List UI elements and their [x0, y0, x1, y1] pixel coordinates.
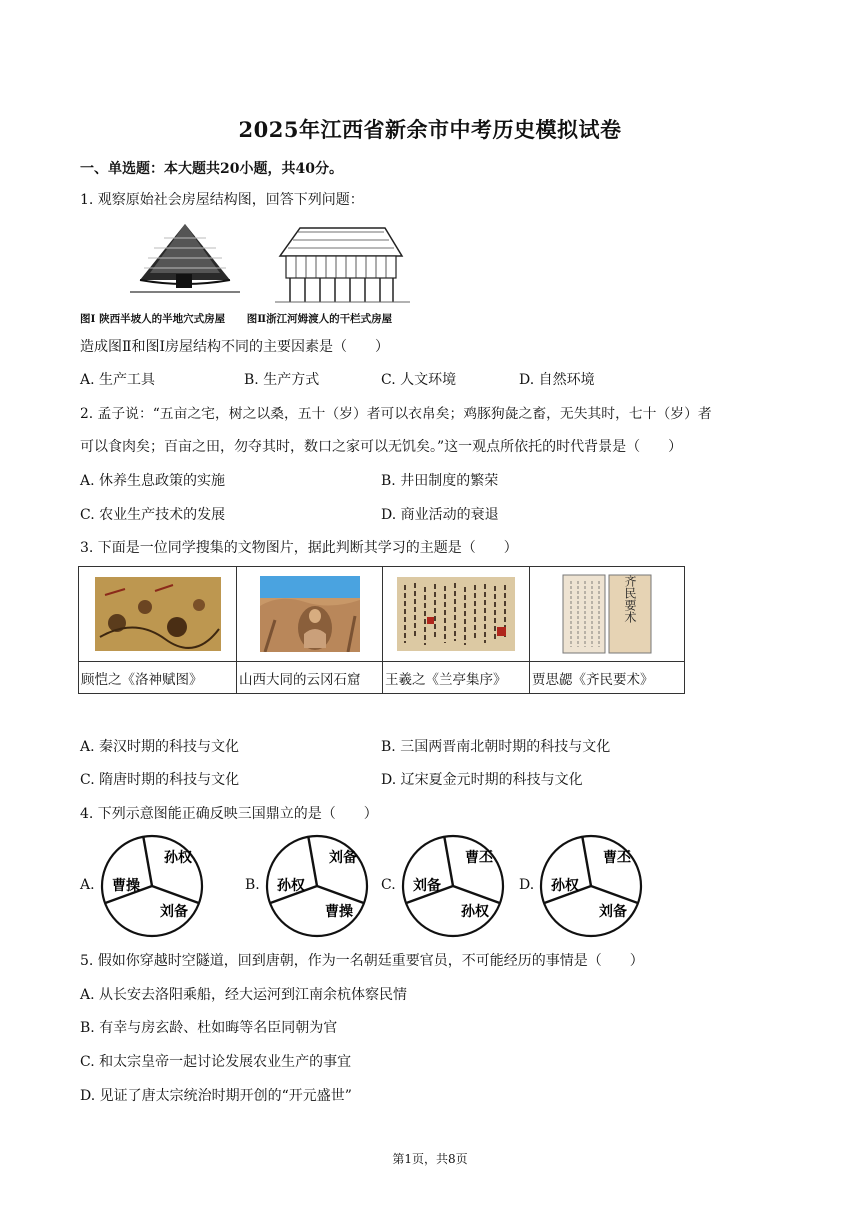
pie-label-top: 曹丕: [603, 850, 631, 866]
relic-image-cell: [383, 567, 530, 662]
caption-figure-2: 图Ⅱ浙江河姆渡人的干栏式房屋: [246, 313, 393, 325]
pie-label-top: 刘备: [329, 850, 357, 866]
q3-option-a[interactable]: A. 秦汉时期的科技与文化: [80, 739, 240, 755]
q2-stem-line-1: 2. 孟子说：“五亩之宅，树之以桑，五十（岁）者可以衣帛矣；鸡豚狗彘之畜，无失其时，七十（岁）者: [80, 406, 712, 422]
q1-option-c[interactable]: C. 人文环境: [381, 372, 457, 388]
q5-option-c[interactable]: C. 和太宗皇帝一起讨论发展农业生产的事宜: [80, 1054, 352, 1070]
page-title: 2025年江西省新余市中考历史模拟试卷: [238, 117, 622, 142]
relic-image-cell: [79, 567, 237, 662]
q5-stem: 5. 假如你穿越时空隧道，回到唐朝，作为一名朝廷重要官员，不可能经历的事情是（ ）: [80, 953, 644, 969]
q4-option-letter[interactable]: B.: [245, 877, 260, 893]
page-footer: 第1页，共8页: [392, 1152, 468, 1166]
q3-option-b[interactable]: B. 三国两晋南北朝时期的科技与文化: [381, 739, 611, 755]
q4-pie-diagram[interactable]: [261, 830, 373, 942]
pie-label-bottom: 刘备: [599, 904, 627, 920]
q4-pie-diagram[interactable]: [96, 830, 208, 942]
relic-caption-1: 顾恺之《洛神赋图》: [79, 662, 237, 694]
hemudu-stilt-house-image: [275, 228, 410, 302]
book-cover-title: 齐民要术: [623, 575, 637, 623]
relics-table: [78, 566, 685, 694]
q2-stem-line-2: 可以食肉矣；百亩之田，勿夺其时，数口之家可以无饥矣。”这一观点所依托的时代背景是（ ）: [80, 439, 683, 455]
q2-option-c[interactable]: C. 农业生产技术的发展: [80, 507, 226, 523]
q4-option-letter[interactable]: A.: [80, 877, 95, 893]
relic-image-cell: [237, 567, 383, 662]
luoshen-painting-image: [95, 577, 221, 651]
q4-stem: 4. 下列示意图能正确反映三国鼎立的是（ ）: [80, 806, 378, 822]
q1-image-captions: [80, 311, 410, 326]
lanting-preface-image: [397, 577, 515, 651]
banpo-semi-pit-house-image: [130, 224, 240, 292]
pie-label-bottom: 刘备: [160, 904, 188, 920]
q5-option-d[interactable]: D. 见证了唐太宗统治时期开创的“开元盛世”: [80, 1088, 352, 1104]
house-illustrations: [130, 218, 430, 310]
pie-label-bottom: 孙权: [461, 904, 489, 920]
relic-caption-2: 山西大同的云冈石窟: [237, 662, 383, 694]
yungang-grottoes-image: [260, 576, 360, 652]
q4-option-letter[interactable]: C.: [381, 877, 396, 893]
relic-caption-3: 王羲之《兰亭集序》: [383, 662, 530, 694]
pie-label-bottom: 曹操: [325, 904, 353, 920]
q2-option-d[interactable]: D. 商业活动的衰退: [381, 507, 499, 523]
q1-option-b[interactable]: B. 生产方式: [244, 372, 320, 388]
caption-figure-1: 图Ⅰ 陕西半坡人的半地穴式房屋: [80, 313, 226, 325]
q5-option-b[interactable]: B. 有幸与房玄龄、杜如晦等名臣同朝为官: [80, 1020, 338, 1036]
section-heading: 一、单选题：本大题共20小题，共40分。: [80, 161, 343, 177]
q1-option-d[interactable]: D. 自然环境: [519, 372, 595, 388]
q2-option-a[interactable]: A. 休养生息政策的实施: [80, 473, 226, 489]
pie-label-left: 孙权: [277, 878, 305, 894]
pie-label-top: 孙权: [164, 850, 192, 866]
q4-option-letter[interactable]: D.: [519, 877, 535, 893]
q3-stem: 3. 下面是一位同学搜集的文物图片，据此判断其学习的主题是（ ）: [80, 540, 518, 556]
q4-pie-diagram[interactable]: [535, 830, 647, 942]
q4-pie-diagram[interactable]: [397, 830, 509, 942]
q5-option-a[interactable]: A. 从长安去洛阳乘船，经大运河到江南余杭体察民情: [80, 987, 408, 1003]
qimin-yaoshu-book-image: [561, 573, 653, 655]
q1-stem: 1. 观察原始社会房屋结构图，回答下列问题：: [80, 192, 364, 208]
q2-option-b[interactable]: B. 井田制度的繁荣: [381, 473, 499, 489]
pie-label-left: 刘备: [413, 878, 441, 894]
q3-option-c[interactable]: C. 隋唐时期的科技与文化: [80, 772, 240, 788]
q3-option-d[interactable]: D. 辽宋夏金元时期的科技与文化: [381, 772, 583, 788]
relic-caption-4: 贾思勰《齐民要术》: [530, 662, 685, 694]
pie-label-top: 曹丕: [465, 850, 493, 866]
relic-image-cell: [530, 567, 685, 662]
pie-label-left: 曹操: [112, 878, 140, 894]
pie-label-left: 孙权: [551, 878, 579, 894]
q1-option-a[interactable]: A. 生产工具: [80, 372, 156, 388]
q1-question: 造成图Ⅱ和图Ⅰ房屋结构不同的主要因素是（ ）: [80, 339, 390, 355]
